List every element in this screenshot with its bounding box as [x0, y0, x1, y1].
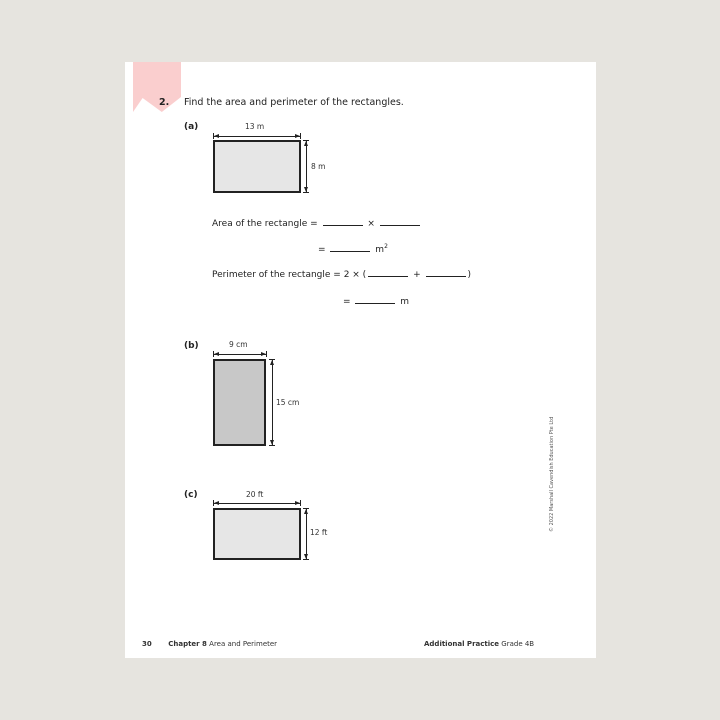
copyright-notice: © 2022 Marshall Cavendish Education Pte Ltd: [549, 416, 555, 532]
area-length-blank[interactable]: [323, 217, 363, 226]
rectangle-c-height-label: 12 ft: [310, 528, 328, 537]
worksheet-page: [125, 62, 596, 658]
plus-sign: +: [413, 270, 421, 280]
perimeter-result-blank[interactable]: [355, 295, 395, 304]
area-result-blank[interactable]: [330, 243, 370, 252]
chapter-title: Area and Perimeter: [209, 640, 278, 648]
footer-left: [142, 640, 277, 648]
rectangle-b-height-label: 15 cm: [276, 398, 300, 407]
area-unit-exponent: 2: [384, 243, 388, 250]
equals-sign: =: [343, 297, 351, 307]
rectangle-b: [213, 359, 266, 446]
perimeter-unit: m: [400, 297, 410, 307]
perimeter-width-blank[interactable]: [426, 268, 466, 277]
perimeter-length-blank[interactable]: [368, 268, 408, 277]
question-number: 2.: [159, 97, 170, 108]
rectangle-c: [213, 508, 301, 560]
area-result-line: [318, 243, 388, 255]
perimeter-prefix: Perimeter of the rectangle = 2 × (: [212, 270, 367, 280]
footer-right: [424, 640, 534, 648]
times-sign: ×: [367, 219, 375, 229]
book-grade: Grade 4B: [501, 640, 535, 648]
area-unit: m: [375, 245, 385, 255]
area-equation-line: [212, 217, 422, 229]
rectangle-b-width-label: 9 cm: [229, 340, 248, 349]
rectangle-a: [213, 140, 301, 193]
page-number: 30: [142, 640, 152, 648]
part-c-label: (c): [184, 490, 198, 500]
question-text: Find the area and perimeter of the rectangles.: [184, 97, 404, 108]
tape-decoration: [133, 62, 181, 112]
part-b-label: (b): [184, 341, 199, 351]
chapter-label: Chapter 8: [168, 640, 207, 648]
close-paren: ): [467, 270, 472, 280]
area-prefix: Area of the rectangle =: [212, 219, 318, 229]
area-width-blank[interactable]: [380, 217, 420, 226]
equals-sign: =: [318, 245, 326, 255]
perimeter-result-line: [343, 295, 409, 307]
book-title: Additional Practice: [424, 640, 500, 648]
part-a-label: (a): [184, 122, 199, 132]
rectangle-c-width-label: 20 ft: [246, 490, 264, 499]
perimeter-equation-line: [212, 268, 471, 280]
rectangle-a-width-label: 13 m: [245, 122, 265, 131]
rectangle-a-height-label: 8 m: [311, 162, 326, 171]
